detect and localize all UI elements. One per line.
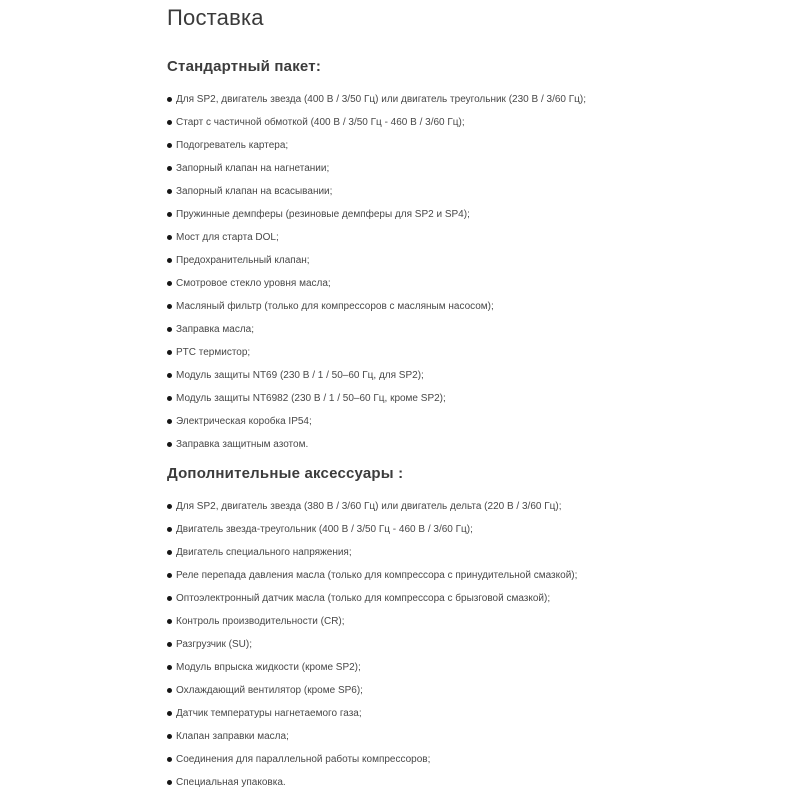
bullet-icon [167, 504, 172, 509]
list-item-text: Модуль защиты NT6982 (230 В / 1 / 50–60 Гц, кроме SP2); [176, 393, 446, 404]
additional-accessories-list [167, 495, 657, 794]
list-item-text: Соединения для параллельной работы компрессоров; [176, 754, 431, 765]
list-item [167, 725, 657, 748]
list-item [167, 679, 657, 702]
list-item-text: Специальная упаковка. [176, 777, 286, 788]
list-item [167, 633, 657, 656]
list-item-text: Масляный фильтр (только для компрессоров с масляным насосом); [176, 301, 494, 312]
bullet-icon [167, 396, 172, 401]
bullet-icon [167, 573, 172, 578]
bullet-icon [167, 734, 172, 739]
list-item-text: Запорный клапан на всасывании; [176, 186, 333, 197]
list-item [167, 180, 657, 203]
bullet-icon [167, 373, 172, 378]
list-item [167, 748, 657, 771]
list-item-text: Пружинные демпферы (резиновые демпферы для SP2 и SP4); [176, 209, 470, 220]
bullet-icon [167, 258, 172, 263]
bullet-icon [167, 711, 172, 716]
list-item-text: Заправка масла; [176, 324, 254, 335]
bullet-icon [167, 189, 172, 194]
page-title: Поставка [167, 5, 264, 30]
list-item-text: Для SP2, двигатель звезда (400 В / 3/50 Гц) или двигатель треугольник (230 В / 3/60 Гц); [176, 94, 587, 105]
bullet-icon [167, 212, 172, 217]
list-item-text: Двигатель специального напряжения; [176, 547, 352, 558]
list-item-text: Контроль производительности (CR); [176, 616, 345, 627]
list-item [167, 518, 657, 541]
list-item-text: Подогреватель картера; [176, 140, 289, 151]
bullet-icon [167, 304, 172, 309]
list-item [167, 318, 657, 341]
bullet-icon [167, 550, 172, 555]
list-item [167, 410, 657, 433]
list-item-text: Мост для старта DOL; [176, 232, 279, 243]
list-item [167, 587, 657, 610]
list-item-text: Реле перепада давления масла (только для компрессора с принудительной смазкой); [176, 570, 578, 581]
list-item-text: Для SP2, двигатель звезда (380 В / 3/60 Гц) или двигатель дельта (220 В / 3/60 Гц); [176, 501, 562, 512]
list-item-text: Старт с частичной обмоткой (400 В / 3/50 Гц - 460 В / 3/60 Гц); [176, 117, 465, 128]
bullet-icon [167, 665, 172, 670]
list-item [167, 433, 657, 456]
bullet-icon [167, 281, 172, 286]
bullet-icon [167, 419, 172, 424]
list-item-text: Смотровое стекло уровня масла; [176, 278, 331, 289]
list-item [167, 656, 657, 679]
bullet-icon [167, 166, 172, 171]
list-item-text: Клапан заправки масла; [176, 731, 289, 742]
list-item [167, 771, 657, 794]
list-item [167, 387, 657, 410]
list-item-text: Охлаждающий вентилятор (кроме SP6); [176, 685, 363, 696]
bullet-icon [167, 350, 172, 355]
list-item [167, 610, 657, 633]
list-item [167, 134, 657, 157]
bullet-icon [167, 327, 172, 332]
bullet-icon [167, 596, 172, 601]
list-item [167, 157, 657, 180]
document-content [167, 0, 657, 794]
list-item-text: Датчик температуры нагнетаемого газа; [176, 708, 362, 719]
list-item [167, 364, 657, 387]
list-item [167, 111, 657, 134]
bullet-icon [167, 120, 172, 125]
list-item-text: Модуль защиты NT69 (230 В / 1 / 50–60 Гц, для SP2); [176, 370, 424, 381]
list-item [167, 272, 657, 295]
list-item [167, 341, 657, 364]
list-item-text: Электрическая коробка IP54; [176, 416, 312, 427]
standard-package-list [167, 88, 657, 456]
list-item [167, 295, 657, 318]
bullet-icon [167, 757, 172, 762]
list-item [167, 203, 657, 226]
list-item [167, 249, 657, 272]
list-item [167, 564, 657, 587]
list-item-text: Разгрузчик (SU); [176, 639, 253, 650]
list-item-text: Модуль впрыска жидкости (кроме SP2); [176, 662, 361, 673]
bullet-icon [167, 442, 172, 447]
list-item [167, 226, 657, 249]
list-item-text: Оптоэлектронный датчик масла (только для компрессора с брызговой смазкой); [176, 593, 551, 604]
list-item-text: Заправка защитным азотом. [176, 439, 309, 450]
list-item-text: PTC термистор; [176, 347, 251, 358]
bullet-icon [167, 235, 172, 240]
list-item-text: Запорный клапан на нагнетании; [176, 163, 330, 174]
bullet-icon [167, 642, 172, 647]
list-item [167, 88, 657, 111]
bullet-icon [167, 619, 172, 624]
section-heading-standard-package: Стандартный пакет: [167, 58, 322, 75]
bullet-icon [167, 97, 172, 102]
bullet-icon [167, 688, 172, 693]
list-item-text: Предохранительный клапан; [176, 255, 310, 266]
list-item-text: Двигатель звезда-треугольник (400 В / 3/50 Гц - 460 В / 3/60 Гц); [176, 524, 473, 535]
list-item [167, 495, 657, 518]
list-item [167, 541, 657, 564]
section-heading-additional-accessories: Дополнительные аксессуары : [167, 465, 404, 482]
bullet-icon [167, 143, 172, 148]
list-item [167, 702, 657, 725]
bullet-icon [167, 780, 172, 785]
bullet-icon [167, 527, 172, 532]
